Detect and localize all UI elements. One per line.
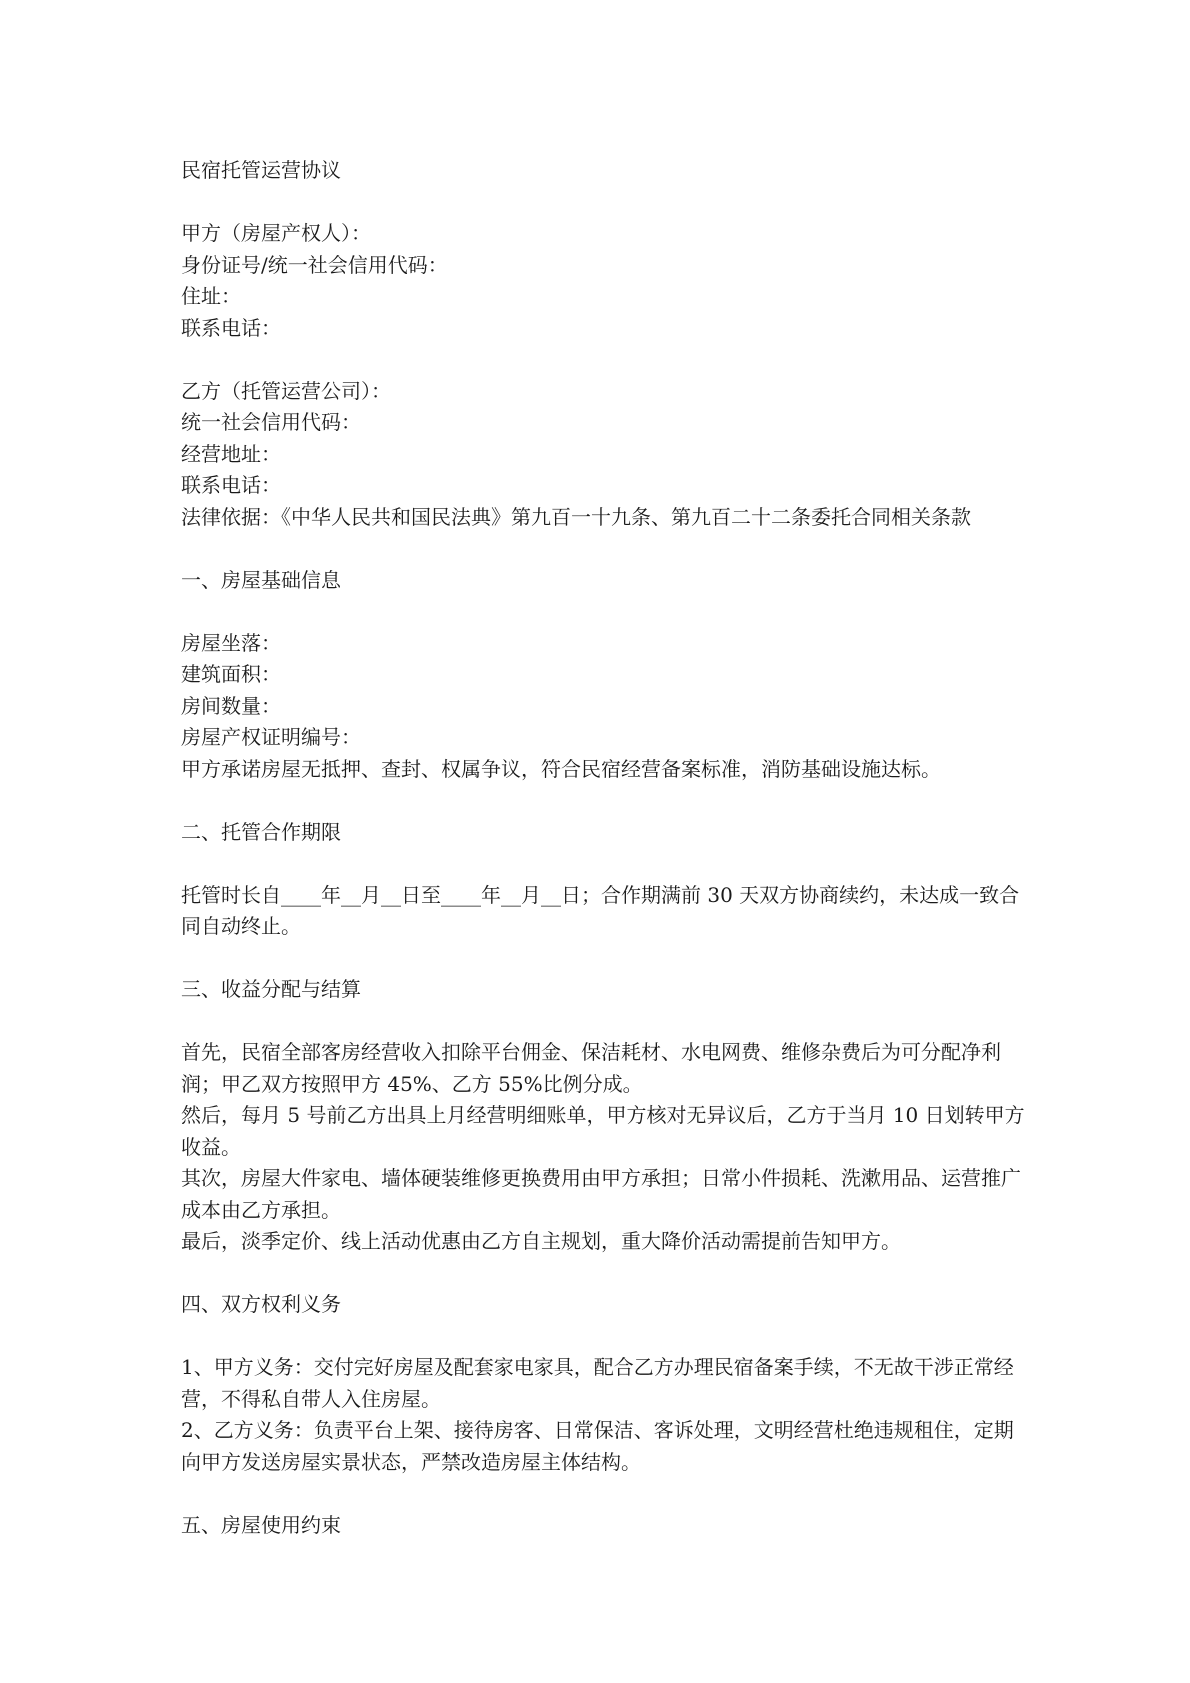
document-title: 民宿托管运营协议: [181, 158, 341, 182]
party-a-id-label: 身份证号/统一社会信用代码：: [181, 252, 448, 277]
revenue-paragraph-3: 其次，房屋大件家电、墙体硬装维修更换费用由甲方承担；日常小件损耗、洗漱用品、运营推广成本由乙方承担。: [181, 1166, 1021, 1222]
location-label: 房屋坐落：: [181, 630, 281, 655]
party-b-credit-code-label: 统一社会信用代码：: [181, 410, 361, 434]
term-text: 托管时长自____年__月__日至____年__月__日；合作期满前 30 天双方协商续约，未达成一致合同自动终止。: [181, 882, 1020, 938]
party-a-address-label: 住址：: [181, 284, 241, 308]
party-b-duties: 2、乙方义务：负责平台上架、接待房客、日常保洁、客诉处理，文明经营杜绝违规租住，定期向甲方发送房屋实景状态，严禁改造房屋主体结构。: [181, 1418, 1014, 1474]
legal-basis: 法律依据：《中华人民共和国民法典》第九百一十九条、第九百二十二条委托合同相关条款: [181, 504, 971, 529]
spacer: [181, 596, 1031, 628]
spacer: [181, 848, 1031, 880]
document-page: [181, 155, 1031, 1541]
section-1-heading: 一、房屋基础信息: [181, 567, 341, 592]
commitment-text: 甲方承诺房屋无抵押、查封、权属争议，符合民宿经营备案标准，消防基础设施达标。: [181, 756, 941, 781]
spacer: [181, 785, 1031, 817]
spacer: [181, 1258, 1031, 1290]
party-a-phone-label: 联系电话：: [181, 315, 281, 340]
party-b-phone-label: 联系电话：: [181, 473, 281, 497]
revenue-paragraph-4: 最后，淡季定价、线上活动优惠由乙方自主规划，重大降价活动需提前告知甲方。: [181, 1229, 901, 1253]
spacer: [181, 1478, 1031, 1510]
rooms-label: 房间数量：: [181, 693, 281, 718]
spacer: [181, 187, 1031, 219]
section-4-heading: 四、双方权利义务: [181, 1292, 341, 1316]
section-5-heading: 五、房屋使用约束: [181, 1512, 341, 1537]
party-b-heading: 乙方（托管运营公司）：: [181, 378, 391, 403]
section-2-heading: 二、托管合作期限: [181, 819, 341, 844]
revenue-paragraph-1: 首先，民宿全部客房经营收入扣除平台佣金、保洁耗材、水电网费、维修杂费后为可分配净利润；甲乙双方按照甲方 45%、乙方 55%比例分成。: [181, 1040, 1001, 1096]
section-3-heading: 三、收益分配与结算: [181, 977, 361, 1001]
spacer: [181, 344, 1031, 376]
spacer: [181, 943, 1031, 975]
party-a-heading: 甲方（房屋产权人）：: [181, 221, 371, 245]
spacer: [181, 1006, 1031, 1038]
party-b-business-address-label: 经营地址：: [181, 441, 281, 466]
certificate-label: 房屋产权证明编号：: [181, 725, 361, 749]
revenue-paragraph-2: 然后，每月 5 号前乙方出具上月经营明细账单，甲方核对无异议后，乙方于当月 10 日划转甲方收益。: [181, 1103, 1025, 1159]
party-a-duties: 1、甲方义务：交付完好房屋及配套家电家具，配合乙方办理民宿备案手续，不无故干涉正常经营，不得私自带人入住房屋。: [181, 1355, 1014, 1411]
area-label: 建筑面积：: [181, 662, 281, 686]
spacer: [181, 1321, 1031, 1353]
spacer: [181, 533, 1031, 565]
